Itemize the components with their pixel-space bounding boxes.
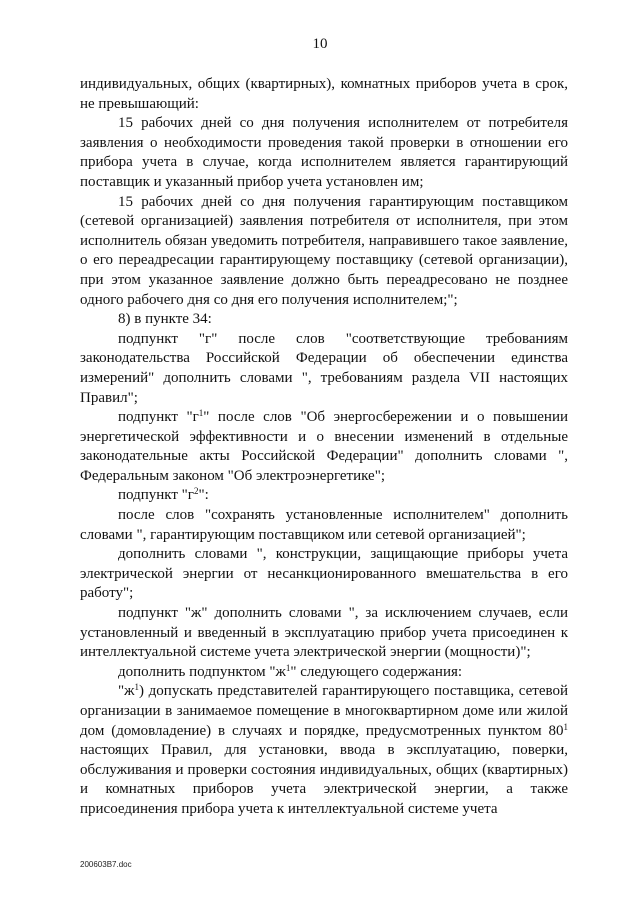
text-run: " после слов "Об энергосбережении и о повышении энергетической эффективности и о внесении изменений в отдельные законодательные акты Российской Федерации" дополнить словами ", Федеральным законом "Об электроэнергетике"; — [80, 409, 568, 484]
text-run: дополнить подпунктом "ж — [118, 663, 286, 680]
text-run: настоящих Правил, для установки, ввода в эксплуатацию, поверки, обслуживания и проверки состояния индивидуальных, общих (квартирных) и комнатных приборов учета электрической энергии, а также присоединения прибора учета к интеллектуальной системе учета — [80, 742, 568, 817]
paragraph: подпункт "г" после слов "соответствующие требованиям законодательства Российской Федерации об обеспечении единства измерений" дополнить словами ", требованиям раздела VII настоящих Правил"; — [80, 330, 568, 406]
footer-filename: 200603В7.doc — [80, 860, 132, 869]
paragraph — [80, 486, 568, 506]
text-run: " следующего содержания: — [290, 663, 463, 680]
superscript: 1 — [563, 721, 568, 732]
superscript: 1 — [134, 682, 139, 693]
text-run: подпункт "г — [118, 487, 194, 504]
paragraph: индивидуальных, общих (квартирных), комнатных приборов учета в срок, не превышающий: — [80, 76, 568, 112]
page-number: 10 — [312, 36, 328, 52]
superscript: 1 — [285, 662, 291, 673]
paragraph: подпункт "ж" дополнить словами ", за исключением случаев, если установленный и введенный в эксплуатацию прибор учета присоединен к интеллектуальной системе учета электрической энергии (мощности)"; — [80, 605, 568, 661]
text-run: ": — [198, 487, 209, 504]
paragraph: 15 рабочих дней со дня получения гарантирующим поставщиком (сетевой организацией) заявления потребителя от исполнителя, при этом исполнитель обязан уведомить потребителя, направившего такое заявление, о его переадресации гарантирующему поставщику (сетевой организации), при этом указанное заявление должно быть переадресовано не позднее одного рабочего дня со дня его получения исполнителем;"; — [80, 193, 568, 308]
text-run: ) допускать представителей гарантирующего поставщика, сетевой организации в занимаемое помещение в многоквартирном доме или жилой дом (домовладение) в случаях и порядке, предусмотренных пунктом 80 — [80, 683, 568, 739]
paragraph — [80, 408, 568, 486]
paragraph: после слов "сохранять установленные исполнителем" дополнить словами ", гарантирующим поставщиком или сетевой организацией"; — [80, 507, 568, 543]
paragraph: 15 рабочих дней со дня получения исполнителем от потребителя заявления о необходимости проведения такой проверки в отношении его прибора учета в случае, когда исполнителем является гарантирующий поставщик и указанный прибор учета установлен им; — [80, 115, 568, 190]
superscript: 1 — [198, 408, 204, 419]
paragraph — [80, 682, 568, 819]
text-run: подпункт "г — [118, 409, 199, 426]
paragraph-item-8: 8) в пункте 34: — [118, 311, 212, 328]
paragraph: дополнить словами ", конструкции, защищающие приборы учета электрической энергии от несанкционированного вмешательства в его работу"; — [80, 546, 568, 602]
paragraph — [80, 663, 568, 683]
document-body — [80, 75, 568, 820]
text-run: "ж — [118, 683, 135, 700]
superscript: 2 — [193, 486, 199, 497]
